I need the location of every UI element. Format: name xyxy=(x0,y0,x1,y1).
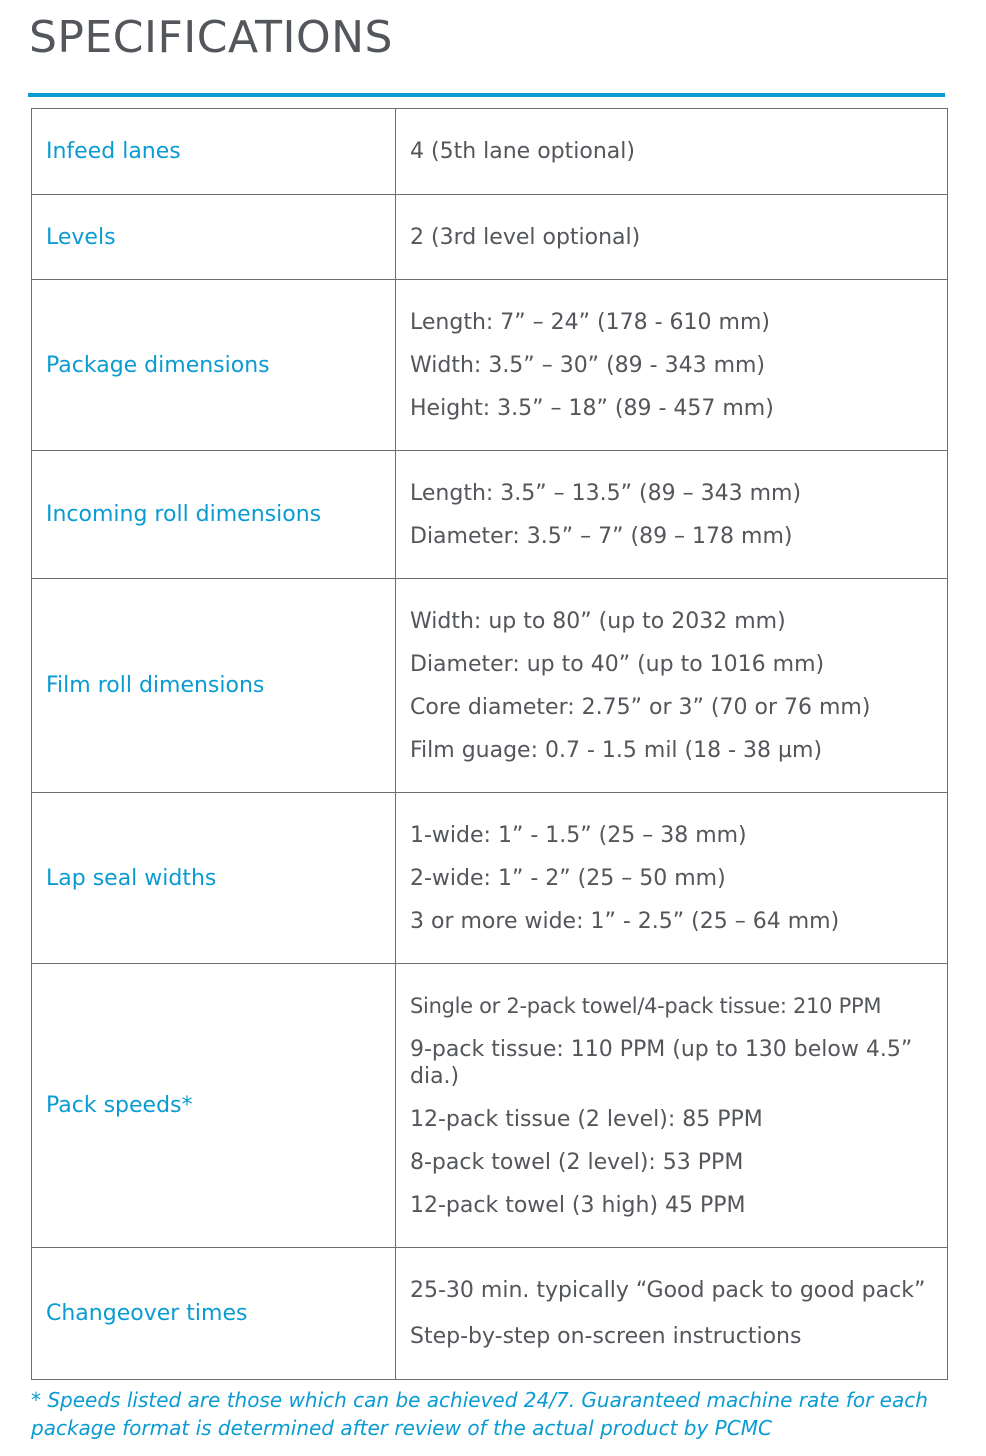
table-row xyxy=(32,1248,948,1380)
spec-value: Diameter: 3.5” – 7” (89 – 178 mm) xyxy=(410,523,793,549)
spec-value: 2-wide: 1” - 2” (25 – 50 mm) xyxy=(410,865,726,891)
spec-value-cell xyxy=(396,280,948,451)
spec-value: Height: 3.5” – 18” (89 - 457 mm) xyxy=(410,395,774,421)
spec-value-cell xyxy=(396,793,948,964)
spec-value: Single or 2-pack towel/4-pack tissue: 210 PPM xyxy=(410,993,882,1018)
spec-value: 12-pack tissue (2 level): 85 PPM xyxy=(410,1106,763,1132)
spec-value: 8-pack towel (2 level): 53 PPM xyxy=(410,1149,744,1175)
spec-label: Film roll dimensions xyxy=(32,579,396,793)
spec-value-cell xyxy=(396,964,948,1248)
spec-value-cell xyxy=(396,579,948,793)
spec-value: 2 (3rd level optional) xyxy=(410,224,641,250)
table-row xyxy=(32,793,948,964)
spec-value: Length: 3.5” – 13.5” (89 – 343 mm) xyxy=(410,480,802,506)
table-row xyxy=(32,451,948,579)
spec-value: Width: 3.5” – 30” (89 - 343 mm) xyxy=(410,352,766,378)
spec-value: Step-by-step on-screen instructions xyxy=(410,1324,802,1349)
title-divider xyxy=(28,93,945,97)
spec-label: Package dimensions xyxy=(32,280,396,451)
spec-label: Pack speeds* xyxy=(32,964,396,1248)
spec-value: Film guage: 0.7 - 1.5 mil (18 - 38 µm) xyxy=(410,737,823,763)
spec-value-cell xyxy=(396,195,948,280)
table-row xyxy=(32,280,948,451)
spec-value-cell xyxy=(396,1248,948,1380)
spec-value: Core diameter: 2.75” or 3” (70 or 76 mm) xyxy=(410,694,871,720)
spec-label: Lap seal widths xyxy=(32,793,396,964)
spec-value: Length: 7” – 24” (178 - 610 mm) xyxy=(410,309,770,335)
spec-value: 4 (5th lane optional) xyxy=(410,139,635,164)
spec-value: Diameter: up to 40” (up to 1016 mm) xyxy=(410,651,825,677)
page-title: SPECIFICATIONS xyxy=(29,12,393,63)
specifications-table xyxy=(31,108,948,1380)
spec-value-cell xyxy=(396,109,948,195)
table-row xyxy=(32,109,948,195)
spec-value: Width: up to 80” (up to 2032 mm) xyxy=(410,608,786,634)
spec-value: 12-pack towel (3 high) 45 PPM xyxy=(410,1192,746,1218)
spec-label: Changeover times xyxy=(32,1248,396,1380)
table-row xyxy=(32,195,948,280)
spec-label: Infeed lanes xyxy=(32,109,396,195)
spec-label: Levels xyxy=(32,195,396,280)
spec-value: 1-wide: 1” - 1.5” (25 – 38 mm) xyxy=(410,822,747,848)
spec-label: Incoming roll dimensions xyxy=(32,451,396,579)
spec-value: 9-pack tissue: 110 PPM (up to 130 below 4.5” dia.) xyxy=(410,1036,913,1089)
table-row xyxy=(32,964,948,1248)
footnote: * Speeds listed are those which can be achieved 24/7. Guaranteed machine rate for each package format is determined after review of the actual product by PCMC xyxy=(31,1388,928,1440)
spec-value-cell xyxy=(396,451,948,579)
spec-value: 3 or more wide: 1” - 2.5” (25 – 64 mm) xyxy=(410,908,840,934)
table-row xyxy=(32,579,948,793)
spec-value: 25-30 min. typically “Good pack to good pack” xyxy=(410,1278,926,1303)
